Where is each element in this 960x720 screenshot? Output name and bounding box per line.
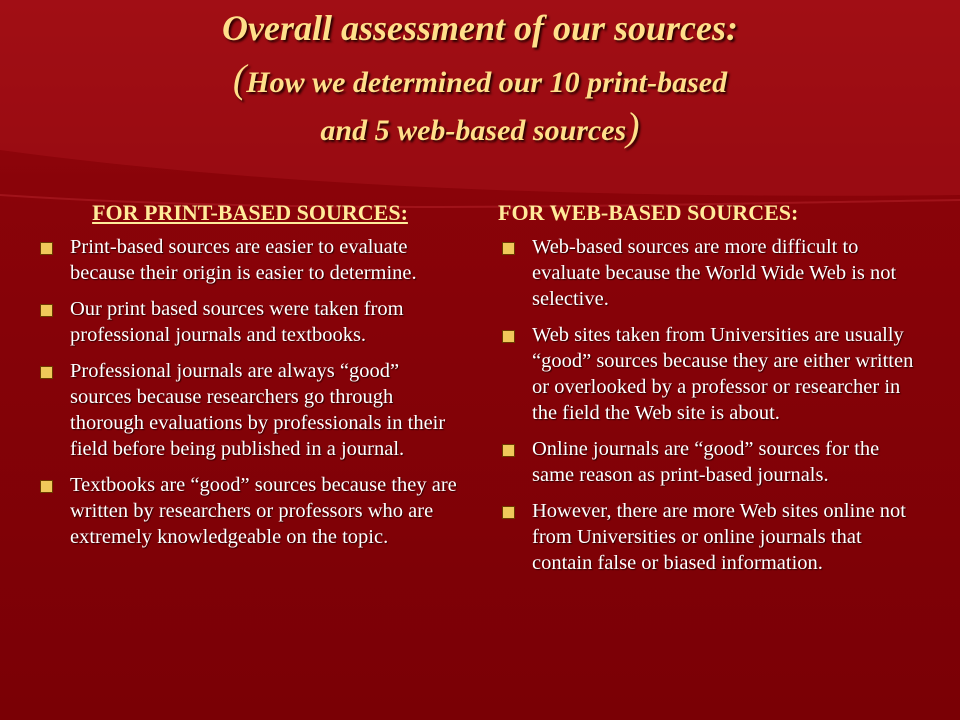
title-line-2 xyxy=(40,56,920,102)
title-line-3-text: and 5 web-based sources xyxy=(320,114,627,148)
list-item xyxy=(36,234,464,286)
square-bullet-icon xyxy=(502,242,515,255)
square-bullet-icon xyxy=(40,366,53,379)
print-sources-list xyxy=(36,234,464,550)
list-item-text: Web-based sources are more difficult to evaluate because the World Wide Web is not selective. xyxy=(532,236,897,310)
list-item xyxy=(498,234,918,312)
list-item xyxy=(498,436,918,488)
square-bullet-icon xyxy=(502,330,515,343)
square-bullet-icon xyxy=(40,304,53,317)
list-item xyxy=(36,296,464,348)
list-item-text: However, there are more Web sites online not from Universities or online journals that contain false or biased information. xyxy=(532,500,906,574)
list-item-text: Online journals are “good” sources for the same reason as print-based journals. xyxy=(532,438,880,486)
print-sources-heading: FOR PRINT-BASED SOURCES: xyxy=(92,200,408,225)
title-paren-open: ( xyxy=(232,55,247,101)
web-sources-heading: FOR WEB-BASED SOURCES: xyxy=(498,200,799,225)
square-bullet-icon xyxy=(40,242,53,255)
square-bullet-icon xyxy=(502,444,515,457)
list-item-text: Print-based sources are easier to evaluate because their origin is easier to determine. xyxy=(70,236,417,284)
list-item xyxy=(498,322,918,426)
title-paren-close: ) xyxy=(626,104,640,150)
square-bullet-icon xyxy=(40,480,53,493)
list-item-text: Our print based sources were taken from professional journals and textbooks. xyxy=(70,298,404,346)
print-sources-column xyxy=(36,200,464,560)
web-sources-list xyxy=(498,234,918,576)
list-item-text: Textbooks are “good” sources because they are written by researchers or professors who are extremely knowledgeable on the topic. xyxy=(70,474,457,548)
list-item-text: Web sites taken from Universities are usually “good” sources because they are either written or overlooked by a professor or researcher in the field the Web site is about. xyxy=(532,324,914,424)
list-item xyxy=(498,498,918,576)
list-item xyxy=(36,472,464,550)
square-bullet-icon xyxy=(502,506,515,519)
title-line-3 xyxy=(40,104,920,150)
web-sources-column xyxy=(498,200,918,586)
slide-title xyxy=(40,8,920,151)
list-item xyxy=(36,358,464,462)
list-item-text: Professional journals are always “good” sources because researchers go through thorough evaluations by professionals in their field before being published in a journal. xyxy=(70,360,446,460)
title-line-2-text: How we determined our 10 print-based xyxy=(246,65,728,99)
title-line-1: Overall assessment of our sources: xyxy=(221,8,738,48)
